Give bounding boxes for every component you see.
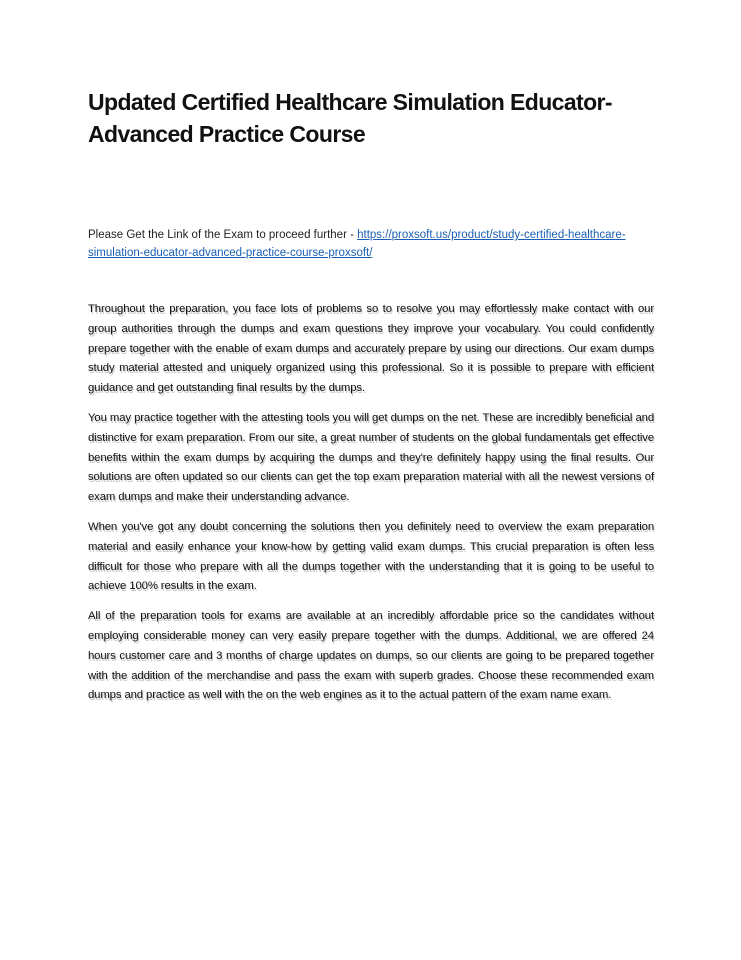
- body-paragraph-2: You may practice together with the attesting tools you will get dumps on the net. These are incredibly beneficial and distinctive for exam preparation. From our site, a great number of students on the global fundamentals get effective benefits within the exam dumps by acquiring the dumps and they're definitely happy using the final results. Our solutions are often updated so our clients can get the top exam preparation material with all the newest versions of exam dumps and make their understanding advance.: [88, 411, 654, 504]
- document-page: [88, 86, 654, 702]
- exam-link[interactable]: https://proxsoft.us/product/study-certified-healthcare-simulation-educator-advanced-practice-course-proxsoft/: [88, 229, 626, 259]
- body-paragraph-1: Throughout the preparation, you face lots of problems so to resolve you may effortlessly make contact with our group authorities through the dumps and exam questions they improve your vocabulary. You could confidently prepare together with the enable of exam dumps and accurately prepare by using our directions. Our exam dumps study material attested and uniquely organized using this professional. So it is possible to prepare with efficient guidance and get outstanding final results by the dumps.: [88, 303, 654, 395]
- intro-text: Please Get the Link of the Exam to proceed further -: [88, 229, 358, 241]
- intro-paragraph: [88, 226, 654, 262]
- document-body: [88, 300, 654, 716]
- document-title: Updated Certified Healthcare Simulation Educator-Advanced Practice Course: [88, 89, 612, 147]
- body-paragraph-3: When you've got any doubt concerning the solutions then you definitely need to overview the exam preparation material and easily enhance your know-how by getting valid exam dumps. This crucial preparation is often less difficult for those who prepare with all the dumps together with the understanding that it is going to be useful to achieve 100% results in the exam.: [88, 520, 654, 593]
- body-paragraph-4: All of the preparation tools for exams are available at an incredibly affordable price so the candidates without employing considerable money can very easily prepare together with the dumps. Additional, we are offered 24 hours customer care and 3 months of charge updates on dumps, so our clients are going to be prepared together with the addition of the merchandise and pass the exam with superb grades. Choose these recommended exam dumps and practice as well with the on the web engines as it to the actual pattern of the exam name exam.: [88, 610, 654, 702]
